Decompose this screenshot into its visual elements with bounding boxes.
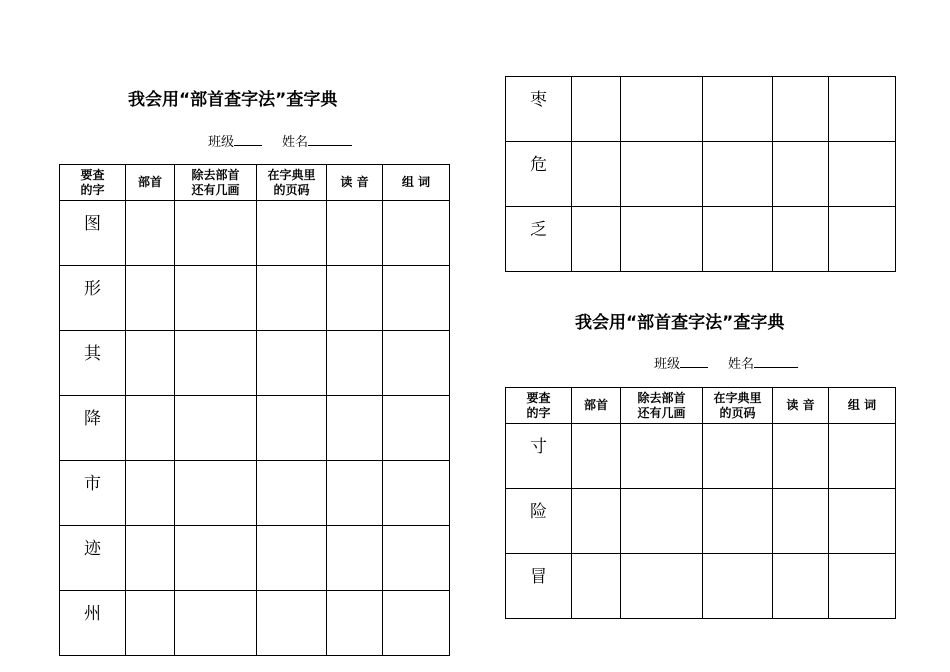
answer-cell[interactable] [829, 554, 896, 619]
answer-cell[interactable] [327, 461, 383, 526]
answer-cell[interactable] [175, 591, 257, 656]
answer-cell[interactable] [621, 554, 703, 619]
class-blank[interactable] [234, 133, 262, 146]
character-cell: 枣 [506, 77, 572, 142]
answer-cell[interactable] [257, 526, 327, 591]
answer-cell[interactable] [572, 207, 621, 272]
class-blank[interactable] [680, 355, 708, 368]
character-cell: 其 [60, 331, 126, 396]
answer-cell[interactable] [383, 461, 450, 526]
answer-cell[interactable] [126, 591, 175, 656]
header-cell: 读 音 [773, 388, 829, 424]
answer-cell[interactable] [773, 424, 829, 489]
answer-cell[interactable] [829, 489, 896, 554]
answer-cell[interactable] [572, 77, 621, 142]
answer-cell[interactable] [126, 201, 175, 266]
answer-cell[interactable] [383, 396, 450, 461]
answer-cell[interactable] [829, 424, 896, 489]
header-cell: 要查 的字 [60, 165, 126, 201]
character-cell: 州 [60, 591, 126, 656]
character-cell: 降 [60, 396, 126, 461]
answer-cell[interactable] [383, 591, 450, 656]
answer-cell[interactable] [703, 77, 773, 142]
answer-cell[interactable] [572, 424, 621, 489]
answer-cell[interactable] [773, 207, 829, 272]
table-row [60, 461, 450, 526]
answer-cell[interactable] [257, 331, 327, 396]
table-header-row [60, 165, 450, 201]
right-class-name-line [654, 353, 798, 372]
answer-cell[interactable] [572, 489, 621, 554]
name-blank[interactable] [754, 355, 798, 368]
answer-cell[interactable] [383, 201, 450, 266]
answer-cell[interactable] [383, 526, 450, 591]
table-row [506, 554, 896, 619]
answer-cell[interactable] [773, 77, 829, 142]
header-cell: 读 音 [327, 165, 383, 201]
name-label: 姓名 [728, 357, 755, 372]
answer-cell[interactable] [773, 489, 829, 554]
answer-cell[interactable] [572, 554, 621, 619]
header-cell: 部首 [126, 165, 175, 201]
answer-cell[interactable] [327, 201, 383, 266]
answer-cell[interactable] [621, 77, 703, 142]
header-cell: 除去部首 还有几画 [621, 388, 703, 424]
character-cell: 险 [506, 489, 572, 554]
answer-cell[interactable] [703, 554, 773, 619]
answer-cell[interactable] [175, 266, 257, 331]
header-cell: 在字典里 的页码 [257, 165, 327, 201]
name-label: 姓名 [282, 135, 309, 150]
table-row [60, 591, 450, 656]
header-cell: 部首 [572, 388, 621, 424]
answer-cell[interactable] [327, 591, 383, 656]
answer-cell[interactable] [829, 142, 896, 207]
answer-cell[interactable] [703, 207, 773, 272]
answer-cell[interactable] [829, 207, 896, 272]
answer-cell[interactable] [829, 77, 896, 142]
table-row [506, 142, 896, 207]
answer-cell[interactable] [257, 396, 327, 461]
character-cell: 图 [60, 201, 126, 266]
answer-cell[interactable] [257, 461, 327, 526]
character-cell: 乏 [506, 207, 572, 272]
class-label: 班级 [654, 357, 681, 372]
left-class-name-line [208, 131, 352, 150]
character-cell: 寸 [506, 424, 572, 489]
answer-cell[interactable] [327, 331, 383, 396]
right-worksheet-title: 我会用“部首查字法”查字典 [575, 313, 785, 333]
answer-cell[interactable] [383, 331, 450, 396]
answer-cell[interactable] [175, 396, 257, 461]
table-row [60, 396, 450, 461]
character-cell: 形 [60, 266, 126, 331]
right-lookup-table [505, 387, 896, 619]
name-blank[interactable] [308, 133, 352, 146]
class-label: 班级 [208, 135, 235, 150]
answer-cell[interactable] [257, 591, 327, 656]
character-cell: 危 [506, 142, 572, 207]
table-row [60, 331, 450, 396]
answer-cell[interactable] [327, 526, 383, 591]
answer-cell[interactable] [703, 489, 773, 554]
table-row [506, 489, 896, 554]
answer-cell[interactable] [621, 424, 703, 489]
answer-cell[interactable] [383, 266, 450, 331]
header-cell: 在字典里 的页码 [703, 388, 773, 424]
table-row [60, 201, 450, 266]
answer-cell[interactable] [621, 142, 703, 207]
answer-cell[interactable] [773, 554, 829, 619]
left-worksheet-title: 我会用“部首查字法”查字典 [128, 90, 338, 110]
answer-cell[interactable] [703, 142, 773, 207]
answer-cell[interactable] [126, 396, 175, 461]
header-cell: 组 词 [829, 388, 896, 424]
answer-cell[interactable] [621, 207, 703, 272]
answer-cell[interactable] [175, 526, 257, 591]
table-row [506, 77, 896, 142]
answer-cell[interactable] [773, 142, 829, 207]
answer-cell[interactable] [327, 266, 383, 331]
answer-cell[interactable] [703, 424, 773, 489]
answer-cell[interactable] [126, 461, 175, 526]
answer-cell[interactable] [621, 489, 703, 554]
answer-cell[interactable] [126, 266, 175, 331]
character-cell: 市 [60, 461, 126, 526]
answer-cell[interactable] [126, 526, 175, 591]
header-cell: 除去部首 还有几画 [175, 165, 257, 201]
continuation-table [505, 76, 896, 272]
answer-cell[interactable] [257, 266, 327, 331]
left-lookup-table [59, 164, 450, 656]
answer-cell[interactable] [126, 331, 175, 396]
answer-cell[interactable] [175, 201, 257, 266]
table-row [60, 266, 450, 331]
answer-cell[interactable] [175, 461, 257, 526]
table-row [506, 424, 896, 489]
character-cell: 冒 [506, 554, 572, 619]
answer-cell[interactable] [257, 201, 327, 266]
character-cell: 迹 [60, 526, 126, 591]
table-row [506, 207, 896, 272]
header-cell: 组 词 [383, 165, 450, 201]
answer-cell[interactable] [175, 331, 257, 396]
answer-cell[interactable] [572, 142, 621, 207]
table-row [60, 526, 450, 591]
table-header-row [506, 388, 896, 424]
answer-cell[interactable] [327, 396, 383, 461]
header-cell: 要查 的字 [506, 388, 572, 424]
